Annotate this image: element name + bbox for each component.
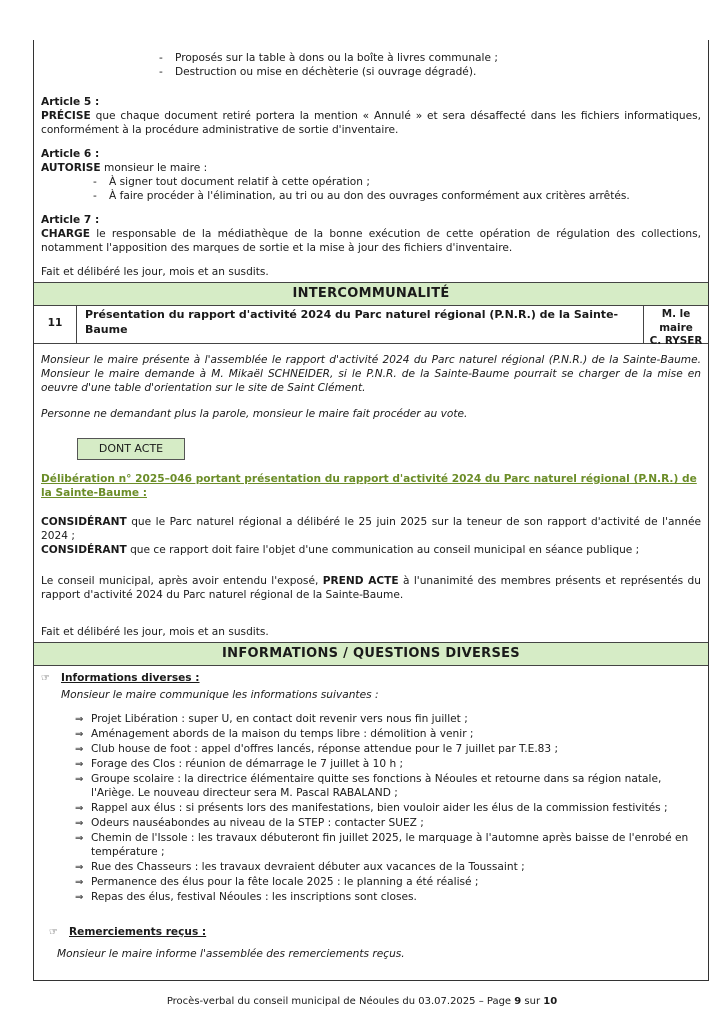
page-footer xyxy=(0,995,724,1008)
informations-block xyxy=(41,672,701,906)
dont-acte-label: DONT ACTE xyxy=(77,438,185,460)
list-item: ⇒ Projet Libération : super U, en contact doit revenir vers nous fin juillet ; xyxy=(73,713,701,727)
list-item: - Proposés sur la table à dons ou la boîte à livres communale ; xyxy=(153,52,701,66)
top-list-block xyxy=(41,52,701,80)
list-item: - Destruction ou mise en déchèterie (si ouvrage dégradé). xyxy=(153,66,701,80)
considerant-keyword: CONSIDÉRANT xyxy=(41,543,127,556)
considerant-text: que ce rapport doit faire l'objet d'une communication au conseil municipal en séance publique ; xyxy=(126,543,640,556)
list-item: ⇒ Odeurs nauséabondes au niveau de la STEP : contacter SUEZ ; xyxy=(73,817,701,831)
article-5 xyxy=(41,96,701,138)
considerant-text: que le Parc naturel régional a délibéré le 25 juin 2025 sur la teneur de son rapport d'activité de l'année 2024 ; xyxy=(41,516,701,542)
list-item: ⇒ Repas des élus, festival Néoules : les inscriptions sont closes. xyxy=(73,891,701,905)
article-text: monsieur le maire : xyxy=(100,161,208,174)
list-item: ⇒ Groupe scolaire : la directrice élémentaire quitte ses fonctions à Néoules et retourne dans sa région natale, l'Ariège. Le nouveau directeur sera M. Pascal RABALAND ; xyxy=(73,773,701,801)
info-heading: Informations diverses : xyxy=(61,672,200,684)
list-item: ⇒ Permanence des élus pour la fête locale 2025 : le planning a été réalisé ; xyxy=(73,876,701,890)
article-heading: Article 5 : xyxy=(41,96,100,108)
list-item: ⇒ Aménagement abords de la maison du temps libre : démolition à venir ; xyxy=(73,728,701,742)
section-heading-intercommunalite: INTERCOMMUNALITÉ xyxy=(34,282,708,306)
info-list xyxy=(73,713,701,905)
top-list xyxy=(153,52,701,80)
document-frame xyxy=(33,40,709,981)
rapporteur-2: C. RYSER xyxy=(649,335,703,348)
list-item: - À signer tout document relatif à cette opération ; xyxy=(87,176,701,190)
info-intro: Monsieur le maire communique les informations suivantes : xyxy=(61,688,379,701)
article-7 xyxy=(41,214,701,256)
deliberation-title: Délibération n° 2025–046 portant présentation du rapport d'activité 2024 du Parc naturel régional (P.N.R.) de la Sainte-Baume : xyxy=(41,473,697,499)
prend-acte-keyword: PREND ACTE xyxy=(322,575,399,587)
article-text: que chaque document retiré portera la mention « Annulé » et sera désaffecté dans les fichiers informatiques, conformément à la procédure administrative de sortie d'inventaire. xyxy=(41,109,701,136)
article-keyword: AUTORISE xyxy=(41,161,101,174)
agenda-rapporteurs xyxy=(644,305,708,348)
pointing-hand-icon: ☞ xyxy=(41,673,50,684)
list-item: ⇒ Forage des Clos : réunion de démarrage le 7 juillet à 10 h ; xyxy=(73,758,701,772)
prend-acte-post: à l'unanimité des membres présents et représentés du rapport d'activité 2024 du Parc naturel régional de la Sainte-Baume. xyxy=(41,575,701,601)
article-6 xyxy=(41,148,701,204)
article-heading: Article 7 : xyxy=(41,214,100,226)
prend-acte-paragraph xyxy=(41,575,701,603)
list-item: ⇒ Chemin de l'Issole : les travaux débuteront fin juillet 2025, le marquage à l'automne après baisse de l'enrobé en température ; xyxy=(73,832,701,860)
section-heading-informations: INFORMATIONS / QUESTIONS DIVERSES xyxy=(34,642,708,666)
thanks-heading: Remerciements reçus : xyxy=(69,926,207,938)
article-heading: Article 6 : xyxy=(41,148,100,160)
footer-total: 10 xyxy=(543,996,558,1007)
fait-delibere: Fait et délibéré les jour, mois et an susdits. xyxy=(41,266,269,278)
article-keyword: CHARGE xyxy=(41,227,90,240)
fait-delibere-2: Fait et délibéré les jour, mois et an susdits. xyxy=(41,626,269,638)
footer-mid: sur xyxy=(521,996,544,1007)
considerants xyxy=(41,516,701,558)
article-keyword: PRÉCISE xyxy=(41,109,91,122)
thanks-block xyxy=(41,926,701,962)
agenda-title: Présentation du rapport d'activité 2024 du Parc naturel régional (P.N.R.) de la Sainte-Baume xyxy=(77,305,644,343)
agenda-item-row xyxy=(34,305,708,348)
footer-page: 9 xyxy=(514,996,522,1007)
agenda-number: 11 xyxy=(34,305,77,343)
rapporteur-1: M. le maire xyxy=(659,308,693,334)
pointing-hand-icon: ☞ xyxy=(49,927,58,938)
list-item: ⇒ Rappel aux élus : si présents lors des manifestations, bien vouloir aider les élus de la commission festivités ; xyxy=(73,802,701,816)
list-item: - À faire procéder à l'élimination, au tri ou au don des ouvrages conformément aux critères arrêtés. xyxy=(87,190,701,204)
list-item: ⇒ Rue des Chasseurs : les travaux devraient débuter aux vacances de la Toussaint ; xyxy=(73,861,701,875)
vote-paragraph: Personne ne demandant plus la parole, monsieur le maire fait procéder au vote. xyxy=(41,408,468,420)
considerant-keyword: CONSIDÉRANT xyxy=(41,516,127,528)
thanks-text: Monsieur le maire informe l'assemblée des remerciements reçus. xyxy=(57,947,405,960)
article-text: le responsable de la médiathèque de la bonne exécution de cette opération de régulation des collections, notamment l'apposition des marques de sortie et la mise à jour des fichiers d'inventaire. xyxy=(41,227,701,254)
intro-paragraph: Monsieur le maire présente à l'assemblée le rapport d'activité 2024 du Parc naturel régional (P.N.R.) de la Sainte-Baume. Monsieur le maire demande à M. Mikaël SCHNEIDER, si le P.N.R. de la Sainte-Baume pourrait se charger de la mise en oeuvre d'une table d'orientation sur le site de Saint Clément. xyxy=(41,354,701,394)
list-item: ⇒ Club house de foot : appel d'offres lancés, réponse attendue pour le 7 juillet par T.E.83 ; xyxy=(73,743,701,757)
prend-acte-pre: Le conseil municipal, après avoir entendu l'exposé, xyxy=(41,575,323,587)
article-6-list xyxy=(87,176,701,204)
footer-text: Procès-verbal du conseil municipal de Néoules du 03.07.2025 – Page xyxy=(166,996,515,1007)
